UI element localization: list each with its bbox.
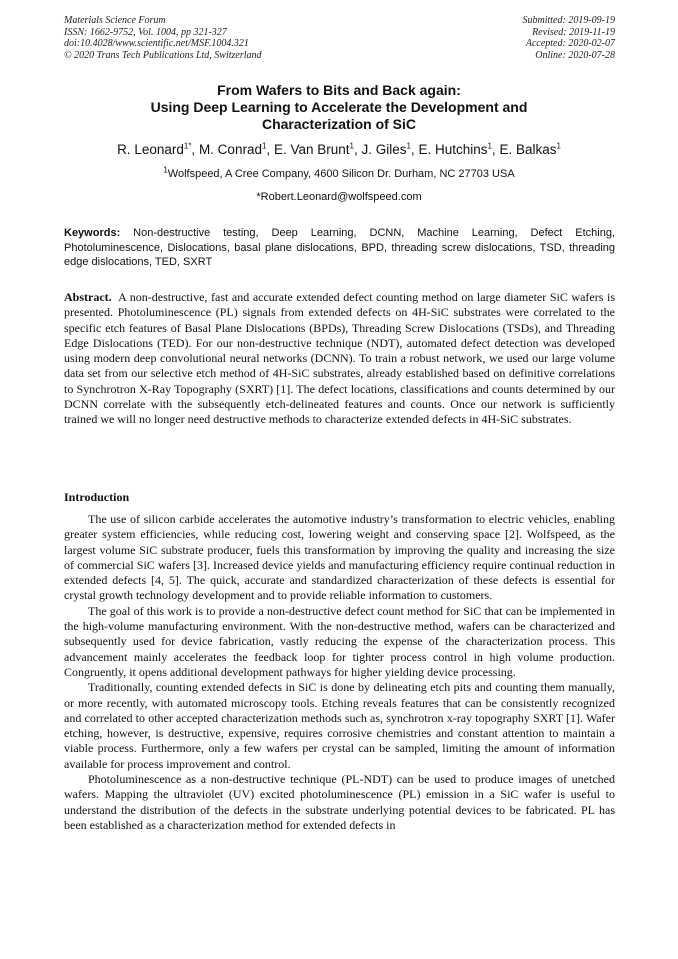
date-revised: Revised: 2019-11-19 [532,26,615,38]
copyright: © 2020 Trans Tech Publications Ltd, Switzerland [64,49,262,61]
author-list: R. Leonard$^{1*}$, M. Conrad$^1$, E. Van Brunt$^1$, J. Giles$^1$, E. Hutchins$^1$, E. Balkas$^1$ [117,141,561,157]
paragraph: The use of silicon carbide accelerates the automotive industry’s transformation to electric vehicles, enabling greater system efficiencies, while reducing cost, lowering weight and conserving space [2]. Wolfspeed, as the largest volume SiC substrate producer, fuels this transformation by improving the quality and increasing the size of commercial SiC wafers [3]. Increased device yields and manufacturing efficiency require continual reduction in extended defects [4, 5]. The quick, accurate and standardized characterization of these defects is essential for crystal growth technology development and to provide reliable information to customers. [64,512,615,603]
publication-dates [523,15,616,61]
affiliation: $^1$Wolfspeed, A Cree Company, 4600 Silicon Dr. Durham, NC 27703 USA [163,165,515,180]
journal-name: Materials Science Forum [64,15,166,26]
keywords-text: Non-destructive testing, Deep Learning, DCNN, Machine Learning, Defect Etching, Photoluminescence, Dislocations, basal plane dislocations, BPD, threading screw dislocations, TSD, threading edge dislocations, TED, SXRT [64,227,615,268]
issn-volume: ISSN: 1662-9752, Vol. 1004, pp 321-327 [64,26,227,38]
author: E. Balkas$^1$ [499,141,561,157]
author: E. Hutchins$^1$ [418,141,492,157]
doi[interactable]: doi:10.4028/www.scientific.net/MSF.1004.321 [64,38,249,49]
paragraph: Traditionally, counting extended defects in SiC is done by delineating etch pits and counting them manually, or more recently, with automated microscopy tools. Etching reveals features that can be consistently recognized and correlated to other accepted characterization methods such as, synchrotron x-ray topography SXRT [1]. Wafer etching, however, is destructive, expensive, requires corrosive chemistries and constant attention to maintain a viable process. Furthermore, only a few wafers per crystal can be sampled, limiting the amount of information available for process improvement and control. [64,680,615,771]
paragraph: The goal of this work is to provide a non-destructive defect count method for SiC that can be implemented in the high-volume manufacturing environment. With the non-destructive method, wafers can be characterized and subsequently used for device fabrication, vastly reducing the expense of the characterization process. This advancement mainly accelerates the feedback loop for tighter process control in high volume production. Congruently, it opens additional development pathways for higher yielding device processing. [64,603,615,679]
title-line-2: Using Deep Learning to Accelerate the Development and [150,99,528,115]
author: E. Van Brunt$^1$ [273,141,354,157]
date-online: Online: 2020-07-28 [535,49,615,61]
keywords [64,226,615,270]
corresponding-email[interactable]: *Robert.Leonard@wolfspeed.com [256,191,422,203]
author: J. Giles$^1$ [361,141,411,157]
author: R. Leonard$^{1*}$ [117,141,192,157]
paragraph: Photoluminescence as a non-destructive technique (PL-NDT) can be used to produce images of unetched wafers. Mapping the ultraviolet (UV) excited photoluminescence (PL) emission in a SiC wafer is useful to understand the distribution of the defects in the substrate underlying potential devices to be fabricated. PL has been established as a characterization method for extended defects in [64,772,615,832]
title-line-3: Characterization of SiC [261,116,417,132]
journal-info [64,15,262,61]
abstract-text: A non-destructive, fast and accurate extended defect counting method on large diameter SiC wafers is presented. Photoluminescence (PL) signals from extended defects on 4H-SiC substrates were correlated to the specific etch features of Basal Plane Dislocations (BPDs), Threading Screw Dislocations (TSDs), and Threading Edge Dislocations (TED). For our non-destructive technique (NDT), automated defect detection was developed using modern deep convolutional neural networks (DCNN). To train a robust network, we used our large volume data set from our selective etch method of 4H-SiC substrates, already established based on definitive correlations to Synchrotron X-Ray Topography (SXRT) [1]. The defect locations, classifications and counts determined by our DCNN correlate with the subsequently etch-delineated features and counts. Once our network is sufficiently trained we will no longer need destructive methods to characterize extended defects in 4H-SiC substrates. [64,290,615,427]
introduction-body [64,512,615,833]
abstract-label: Abstract. [64,290,112,304]
keywords-label: Keywords: [64,227,121,239]
paper-title [40,82,638,133]
author: M. Conrad$^1$ [198,141,267,157]
abstract [64,290,615,428]
section-heading-introduction: Introduction [64,490,130,504]
date-accepted: Accepted: 2020-02-07 [525,38,615,49]
title-line-1: From Wafers to Bits and Back again: [217,82,461,98]
date-submitted: Submitted: 2019-09-19 [522,15,615,26]
